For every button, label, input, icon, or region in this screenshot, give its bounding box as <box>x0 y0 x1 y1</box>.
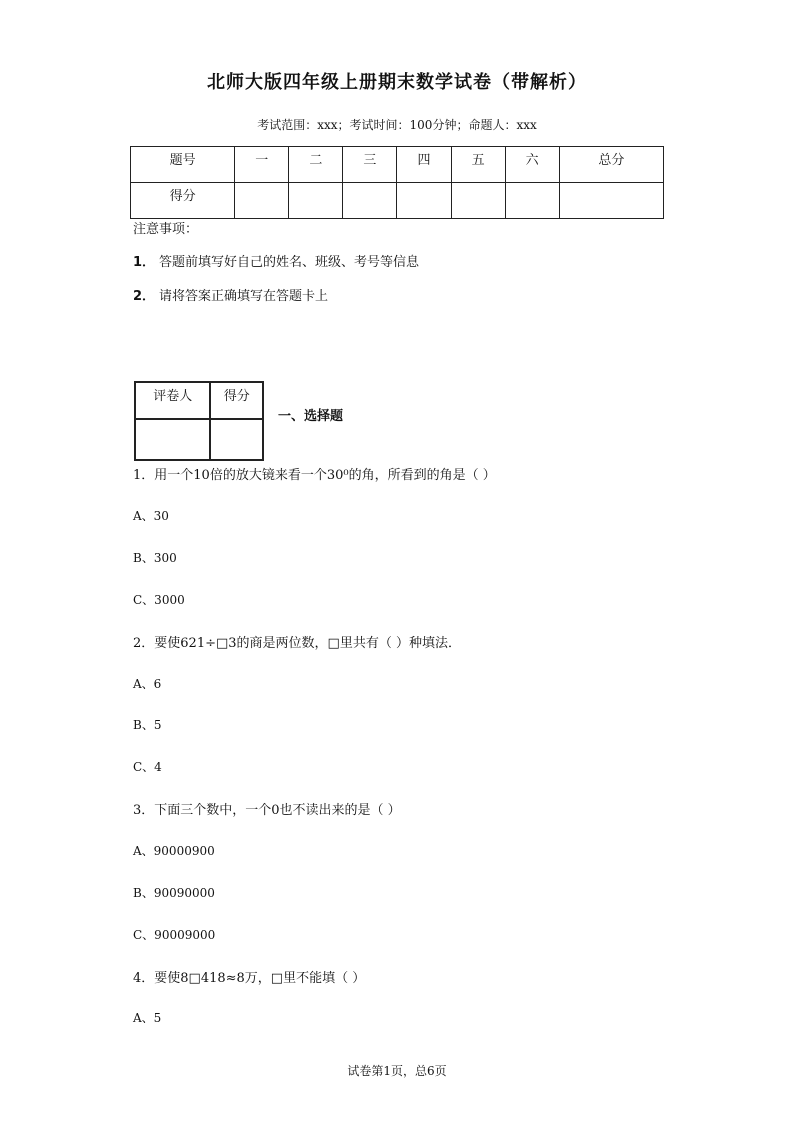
option-c: C、90009000 <box>133 928 216 942</box>
score-header-cell: 题号 <box>131 147 235 183</box>
option-c: C、3000 <box>133 593 185 607</box>
score-cell <box>343 183 397 219</box>
score-table-score-row <box>131 183 664 219</box>
score-cell <box>451 183 505 219</box>
score-header-cell: 一 <box>235 147 289 183</box>
grader-cell <box>210 419 263 460</box>
question-2: 2．要使621÷□3的商是两位数，□里共有（ ）种填法． <box>133 636 461 651</box>
grader-header-cell: 评卷人 <box>135 382 210 419</box>
score-table <box>130 146 664 219</box>
note-item <box>133 285 328 304</box>
grader-table <box>134 381 264 461</box>
option-b: B、5 <box>133 718 162 732</box>
note-number: 1． <box>133 255 156 270</box>
score-cell <box>559 183 663 219</box>
question-3: 3．下面三个数中，一个0也不读出来的是（ ） <box>133 803 401 818</box>
section-title: 一、选择题 <box>278 409 344 424</box>
option-a: A、6 <box>133 677 162 691</box>
grader-cell <box>135 419 210 460</box>
option-b: B、300 <box>133 551 177 565</box>
option-b: B、90090000 <box>133 886 215 900</box>
option-a: A、30 <box>133 509 169 523</box>
score-cell <box>397 183 451 219</box>
note-number: 2． <box>133 289 156 304</box>
score-header-cell: 总分 <box>559 147 663 183</box>
question-4: 4．要使8□418≈8万，□里不能填（ ） <box>133 971 366 986</box>
score-header-cell: 二 <box>289 147 343 183</box>
score-header-cell: 四 <box>397 147 451 183</box>
note-text: 答题前填写好自己的姓名、班级、考号等信息 <box>159 255 420 270</box>
score-header-cell: 五 <box>451 147 505 183</box>
score-header-cell: 六 <box>505 147 559 183</box>
notes-heading: 注意事项： <box>133 222 199 237</box>
page-footer: 试卷第1页，总6页 <box>347 1064 447 1078</box>
question-1: 1．用一个10倍的放大镜来看一个30⁰的角，所看到的角是（ ） <box>133 468 496 483</box>
option-a: A、90000900 <box>133 844 215 858</box>
option-a: A、5 <box>133 1011 162 1025</box>
exam-info: 考试范围：xxx；考试时间：100分钟；命题人：xxx <box>257 118 537 132</box>
grader-header-cell: 得分 <box>210 382 263 419</box>
score-cell <box>235 183 289 219</box>
note-item <box>133 251 419 270</box>
score-header-cell: 三 <box>343 147 397 183</box>
score-row-label: 得分 <box>131 183 235 219</box>
note-text: 请将答案正确填写在答题卡上 <box>159 289 329 304</box>
score-cell <box>289 183 343 219</box>
option-c: C、4 <box>133 760 162 774</box>
score-table-header-row <box>131 147 664 183</box>
exam-title: 北师大版四年级上册期末数学试卷（带解析） <box>207 72 587 93</box>
score-cell <box>505 183 559 219</box>
